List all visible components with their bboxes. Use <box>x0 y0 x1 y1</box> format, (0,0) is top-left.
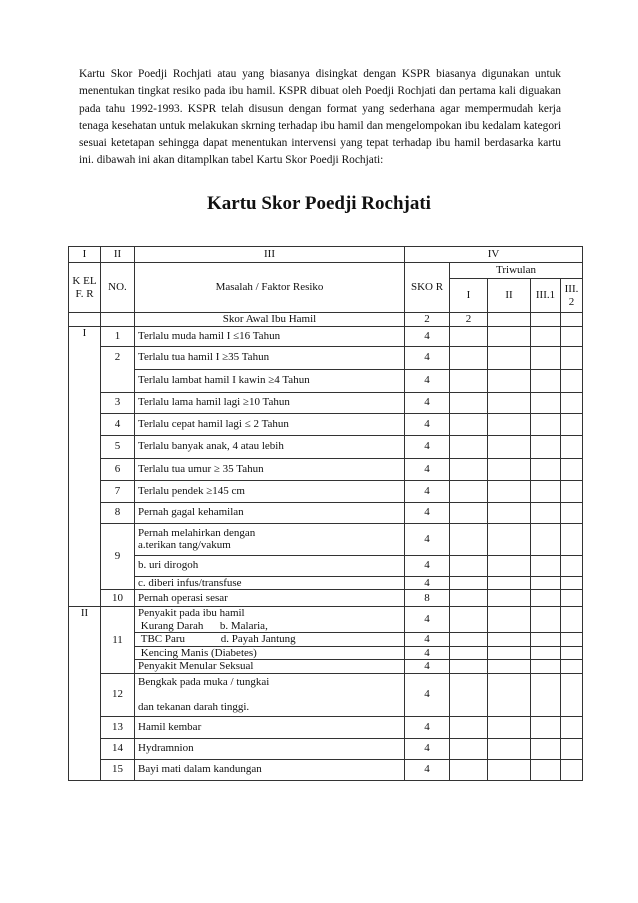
triwulan-cell <box>531 759 561 780</box>
no-cell: 8 <box>101 502 135 523</box>
no-cell: 13 <box>101 716 135 738</box>
table-row <box>69 502 583 523</box>
factor-cell: Terlalu muda hamil I ≤16 Tahun <box>135 326 405 346</box>
group-cell: I <box>69 326 101 607</box>
triwulan-cell <box>531 633 561 647</box>
triwulan-cell <box>488 660 531 674</box>
factor-cell: Pernah melahirkan dengan a.terikan tang/vakum <box>135 523 405 555</box>
triwulan-cell <box>561 523 583 555</box>
triwulan-header: Triwulan <box>450 263 583 279</box>
triwulan-cell <box>561 392 583 413</box>
kspr-table <box>68 246 583 781</box>
no-cell: 15 <box>101 759 135 780</box>
no-header: NO. <box>101 263 135 313</box>
table-row <box>69 346 583 369</box>
triwulan-cell <box>561 660 583 674</box>
triwulan-cell <box>450 660 488 674</box>
table-row <box>69 673 583 716</box>
triwulan-cell <box>488 673 531 716</box>
no-cell: 4 <box>101 413 135 435</box>
factor-cell: Hydramnion <box>135 738 405 759</box>
triwulan-cell <box>561 633 583 647</box>
triwulan-cell <box>450 346 488 369</box>
triwulan-cell <box>488 346 531 369</box>
no-cell: 6 <box>101 458 135 480</box>
triwulan-cell <box>488 738 531 759</box>
factor-cell: Pernah operasi sesar <box>135 590 405 607</box>
triwulan-cell <box>450 759 488 780</box>
triwulan-cell <box>450 480 488 502</box>
factor-cell: b. uri dirogoh <box>135 555 405 576</box>
no-cell: 1 <box>101 326 135 346</box>
skor-cell: 4 <box>405 633 450 647</box>
no-cell: 10 <box>101 590 135 607</box>
triwulan-cell <box>531 413 561 435</box>
tw-iii2-header: III. 2 <box>561 279 583 313</box>
table-row <box>69 759 583 780</box>
triwulan-cell <box>450 646 488 660</box>
no-cell: 14 <box>101 738 135 759</box>
triwulan-cell <box>488 759 531 780</box>
factor-cell: Bayi mati dalam kandungan <box>135 759 405 780</box>
triwulan-cell <box>561 555 583 576</box>
triwulan-cell <box>561 738 583 759</box>
factor-cell: Terlalu cepat hamil lagi ≤ 2 Tahun <box>135 413 405 435</box>
triwulan-cell <box>450 523 488 555</box>
awal-label: Skor Awal Ibu Hamil <box>135 313 405 327</box>
intro-paragraph: Kartu Skor Poedji Rochjati atau yang biasanya disingkat dengan KSPR biasanya digunakan untuk menentukan tingkat resiko pada ibu hamil. KSPR dibuat oleh Poedji Rochjati dan pertama kali diguakan pada tahu 1992-1993. KSPR telah disusun dengan format yang sederhana agar mempermudah kerja tenaga kesehatan untuk melakukan skrning terhadap ibu hamil dan mengelompokan ibu kedalam kategori sesuai ketetapan sehingga dapat menentukan intervensi yang tepat terhadap ibu hamil berdasarka kartu ini. dibawah ini akan ditamplkan tabel Kartu Skor Poedji Rochjati: <box>79 68 561 167</box>
triwulan-cell <box>531 326 561 346</box>
triwulan-cell <box>450 392 488 413</box>
skor-cell: 4 <box>405 607 450 633</box>
triwulan-cell <box>561 480 583 502</box>
table-row <box>69 555 583 576</box>
table-row <box>69 523 583 555</box>
triwulan-cell <box>450 590 488 607</box>
header-row-1 <box>69 263 583 279</box>
roman-header-row <box>69 247 583 263</box>
triwulan-cell <box>488 590 531 607</box>
triwulan-cell <box>531 435 561 458</box>
no-cell: 11 <box>101 607 135 674</box>
triwulan-cell <box>531 369 561 392</box>
factor-cell: Terlalu lambat hamil I kawin ≥4 Tahun <box>135 369 405 392</box>
triwulan-cell <box>450 369 488 392</box>
tw-iii1-header: III.1 <box>531 279 561 313</box>
skor-cell: 4 <box>405 502 450 523</box>
awal-tw2 <box>488 313 531 327</box>
tw-i-header: I <box>450 279 488 313</box>
masalah-header: Masalah / Faktor Resiko <box>135 263 405 313</box>
triwulan-cell <box>531 555 561 576</box>
factor-cell: TBC Paru d. Payah Jantung <box>135 633 405 647</box>
triwulan-cell <box>561 369 583 392</box>
triwulan-cell <box>561 576 583 590</box>
triwulan-cell <box>561 413 583 435</box>
triwulan-cell <box>561 673 583 716</box>
triwulan-cell <box>488 326 531 346</box>
triwulan-cell <box>450 326 488 346</box>
triwulan-cell <box>450 633 488 647</box>
factor-cell: Kencing Manis (Diabetes) <box>135 646 405 660</box>
no-cell: 3 <box>101 392 135 413</box>
table-row <box>69 480 583 502</box>
factor-cell: Terlalu lama hamil lagi ≥10 Tahun <box>135 392 405 413</box>
triwulan-cell <box>488 435 531 458</box>
triwulan-cell <box>488 555 531 576</box>
factor-cell: Terlalu banyak anak, 4 atau lebih <box>135 435 405 458</box>
no-cell: 2 <box>101 346 135 392</box>
awal-no-cell <box>101 313 135 327</box>
table-row <box>69 607 583 633</box>
table-row <box>69 590 583 607</box>
skor-cell: 4 <box>405 392 450 413</box>
triwulan-cell <box>531 607 561 633</box>
col-roman-3: III <box>135 247 405 263</box>
triwulan-cell <box>531 502 561 523</box>
triwulan-cell <box>488 646 531 660</box>
skor-cell: 4 <box>405 738 450 759</box>
col-roman-2: II <box>101 247 135 263</box>
triwulan-cell <box>531 576 561 590</box>
table-row <box>69 392 583 413</box>
triwulan-cell <box>561 590 583 607</box>
table-row <box>69 738 583 759</box>
no-cell: 9 <box>101 523 135 590</box>
triwulan-cell <box>450 555 488 576</box>
skor-cell: 4 <box>405 759 450 780</box>
skor-header: SKO R <box>405 263 450 313</box>
skor-cell: 4 <box>405 660 450 674</box>
triwulan-cell <box>531 673 561 716</box>
triwulan-cell <box>531 458 561 480</box>
skor-cell: 4 <box>405 523 450 555</box>
triwulan-cell <box>561 646 583 660</box>
triwulan-cell <box>488 523 531 555</box>
triwulan-cell <box>561 435 583 458</box>
triwulan-cell <box>488 413 531 435</box>
skor-cell: 4 <box>405 480 450 502</box>
triwulan-cell <box>488 369 531 392</box>
triwulan-cell <box>531 346 561 369</box>
triwulan-cell <box>488 502 531 523</box>
skor-cell: 4 <box>405 435 450 458</box>
tw-ii-header: II <box>488 279 531 313</box>
skor-cell: 4 <box>405 346 450 369</box>
triwulan-cell <box>450 502 488 523</box>
triwulan-cell <box>531 646 561 660</box>
triwulan-cell <box>561 502 583 523</box>
triwulan-cell <box>450 413 488 435</box>
factor-cell: Hamil kembar <box>135 716 405 738</box>
skor-cell: 4 <box>405 716 450 738</box>
skor-cell: 4 <box>405 458 450 480</box>
triwulan-cell <box>561 759 583 780</box>
factor-cell: Penyakit Menular Seksual <box>135 660 405 674</box>
awal-skor: 2 <box>405 313 450 327</box>
triwulan-cell <box>450 435 488 458</box>
triwulan-cell <box>450 673 488 716</box>
factor-cell: Bengkak pada muka / tungkai dan tekanan darah tinggi. <box>135 673 405 716</box>
no-cell: 7 <box>101 480 135 502</box>
factor-cell: Terlalu pendek ≥145 cm <box>135 480 405 502</box>
factor-cell: Pernah gagal kehamilan <box>135 502 405 523</box>
table-row <box>69 716 583 738</box>
table-row <box>69 633 583 647</box>
triwulan-cell <box>531 716 561 738</box>
factor-cell: Terlalu tua umur ≥ 35 Tahun <box>135 458 405 480</box>
col-roman-1: I <box>69 247 101 263</box>
table-row <box>69 435 583 458</box>
triwulan-cell <box>450 607 488 633</box>
table-row <box>69 576 583 590</box>
triwulan-cell <box>450 716 488 738</box>
triwulan-cell <box>561 346 583 369</box>
page-title: Kartu Skor Poedji Rochjati <box>207 193 431 214</box>
col-roman-4: IV <box>405 247 583 263</box>
skor-cell: 4 <box>405 369 450 392</box>
triwulan-cell <box>531 392 561 413</box>
triwulan-cell <box>531 590 561 607</box>
factor-cell: c. diberi infus/transfuse <box>135 576 405 590</box>
factor-cell: Penyakit pada ibu hamil Kurang Darah b. Malaria, <box>135 607 405 633</box>
triwulan-cell <box>450 576 488 590</box>
awal-tw1: 2 <box>450 313 488 327</box>
triwulan-cell <box>450 458 488 480</box>
table-row <box>69 646 583 660</box>
awal-kel-cell <box>69 313 101 327</box>
skor-cell: 4 <box>405 646 450 660</box>
triwulan-cell <box>561 607 583 633</box>
triwulan-cell <box>488 716 531 738</box>
triwulan-cell <box>450 738 488 759</box>
triwulan-cell <box>561 716 583 738</box>
skor-cell: 4 <box>405 673 450 716</box>
triwulan-cell <box>488 576 531 590</box>
triwulan-cell <box>488 607 531 633</box>
skor-cell: 4 <box>405 555 450 576</box>
skor-cell: 4 <box>405 413 450 435</box>
triwulan-cell <box>488 480 531 502</box>
triwulan-cell <box>488 392 531 413</box>
table-row <box>69 413 583 435</box>
triwulan-cell <box>531 480 561 502</box>
no-cell: 5 <box>101 435 135 458</box>
factor-cell: Terlalu tua hamil I ≥35 Tahun <box>135 346 405 369</box>
table-row <box>69 458 583 480</box>
skor-cell: 8 <box>405 590 450 607</box>
triwulan-cell <box>531 660 561 674</box>
triwulan-cell <box>561 458 583 480</box>
table-row <box>69 326 583 346</box>
table-row <box>69 660 583 674</box>
table-row <box>69 369 583 392</box>
triwulan-cell <box>561 326 583 346</box>
triwulan-cell <box>531 738 561 759</box>
triwulan-cell <box>488 633 531 647</box>
skor-cell: 4 <box>405 576 450 590</box>
no-cell: 12 <box>101 673 135 716</box>
awal-tw3 <box>531 313 561 327</box>
triwulan-cell <box>531 523 561 555</box>
group-cell: II <box>69 607 101 781</box>
kel-header: K EL F. R <box>69 263 101 313</box>
skor-cell: 4 <box>405 326 450 346</box>
triwulan-cell <box>488 458 531 480</box>
awal-row <box>69 313 583 327</box>
awal-tw4 <box>561 313 583 327</box>
